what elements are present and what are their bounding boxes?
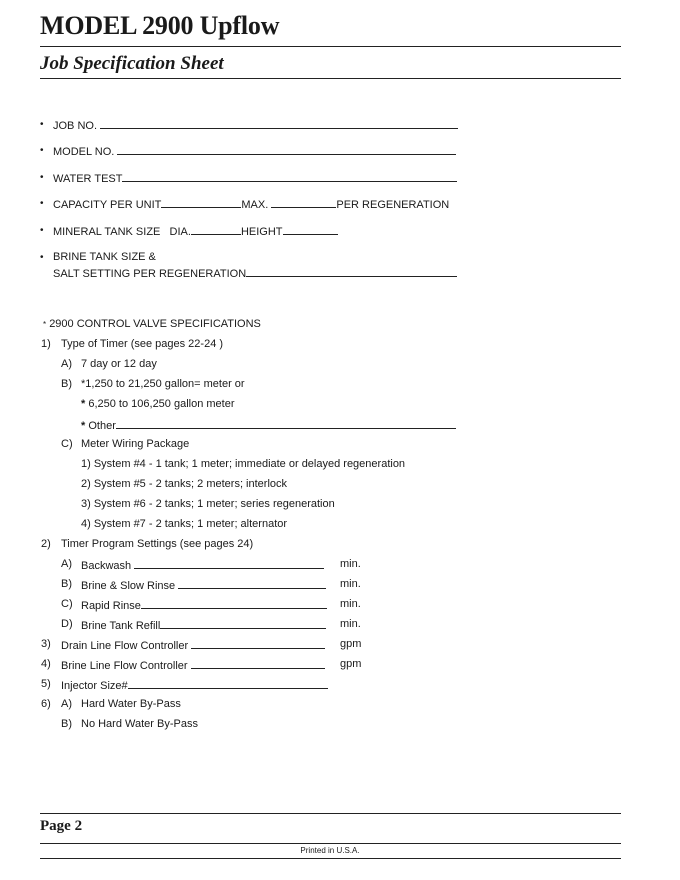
timer-option-b2-text: 6,250 to 106,250 gallon meter [88, 398, 235, 410]
drain-line-field[interactable] [61, 638, 325, 653]
option-letter: A) [61, 558, 72, 570]
job-no-field[interactable] [53, 118, 458, 133]
salt-setting-blank[interactable] [246, 266, 457, 277]
drain-line-label: Drain Line Flow Controller [61, 640, 189, 652]
backwash-field[interactable] [81, 558, 324, 573]
brine-line-field[interactable] [61, 658, 325, 673]
job-no-blank[interactable] [100, 118, 458, 129]
option-letter: C) [61, 438, 73, 450]
max-label: MAX. [241, 199, 269, 211]
salt-setting-field[interactable] [53, 266, 457, 281]
option-letter: A) [61, 358, 72, 370]
page-title: MODEL 2900 Upflow [40, 11, 280, 40]
salt-setting-label: SALT SETTING PER REGENERATION [53, 268, 247, 280]
option-letter: B) [61, 378, 72, 390]
timer-option-other[interactable] [81, 418, 456, 433]
spec-number: 1) [41, 338, 51, 350]
capacity-field[interactable] [53, 197, 449, 212]
brine-rinse-blank[interactable] [178, 578, 326, 589]
unit-min: min. [340, 558, 361, 570]
bullet-icon: • [40, 172, 44, 183]
system-option[interactable]: 3) System #6 - 2 tanks; 1 meter; series regeneration [81, 498, 335, 510]
footer-rule-top [40, 813, 621, 814]
spec-number: 4) [41, 658, 51, 670]
model-no-blank[interactable] [117, 144, 456, 155]
injector-label: Injector Size# [61, 680, 128, 692]
brine-rinse-label: Brine & Slow Rinse [81, 580, 176, 592]
specs-heading-text: 2900 CONTROL VALVE SPECIFICATIONS [49, 318, 261, 330]
unit-min: min. [340, 578, 361, 590]
timer-option-b[interactable]: *1,250 to 21,250 gallon= meter or [81, 378, 245, 390]
timer-option-a[interactable]: 7 day or 12 day [81, 358, 157, 370]
brine-refill-field[interactable] [81, 618, 326, 633]
unit-gpm: gpm [340, 638, 362, 650]
brine-rinse-field[interactable] [81, 578, 326, 593]
unit-min: min. [340, 598, 361, 610]
spec-number: 5) [41, 678, 51, 690]
other-blank[interactable] [116, 418, 456, 429]
per-regen-label: PER REGENERATION [336, 199, 450, 211]
water-test-blank[interactable] [122, 171, 457, 182]
water-test-field[interactable] [53, 171, 457, 186]
option-letter: D) [61, 618, 73, 630]
injector-field[interactable] [61, 678, 328, 693]
height-blank[interactable] [283, 224, 338, 235]
footer-rule-bottom [40, 858, 621, 859]
meter-wiring-label: Meter Wiring Package [81, 438, 190, 450]
rapid-rinse-label: Rapid Rinse [81, 600, 141, 612]
system-option[interactable]: 4) System #7 - 2 tanks; 1 meter; alternator [81, 518, 288, 530]
bullet-icon: • [40, 145, 44, 156]
bullet-icon: • [40, 252, 44, 263]
unit-min: min. [340, 618, 361, 630]
capacity-label: CAPACITY PER UNIT [53, 199, 162, 211]
job-no-label: JOB NO. [53, 120, 98, 132]
max-blank[interactable] [271, 197, 336, 208]
asterisk-icon: * [81, 420, 86, 432]
bullet-icon: • [40, 198, 44, 209]
backwash-label: Backwash [81, 560, 132, 572]
model-no-label: MODEL NO. [53, 146, 115, 158]
model-no-field[interactable] [53, 144, 456, 159]
spec-number: 6) [41, 698, 51, 710]
option-letter: B) [61, 578, 72, 590]
drain-line-blank[interactable] [191, 638, 325, 649]
timer-program-label: Timer Program Settings (see pages 24) [61, 538, 254, 550]
rapid-rinse-field[interactable] [81, 598, 327, 613]
specs-heading [43, 318, 261, 331]
rapid-rinse-blank[interactable] [141, 598, 327, 609]
page-subtitle: Job Specification Sheet [40, 53, 224, 74]
brine-refill-label: Brine Tank Refill [81, 620, 161, 632]
spec-number: 2) [41, 538, 51, 550]
brine-refill-blank[interactable] [160, 618, 326, 629]
timer-type-label: Type of Timer (see pages 22-24 ) [61, 338, 224, 350]
other-label: Other [88, 420, 116, 432]
brine-tank-label: BRINE TANK SIZE & [53, 251, 156, 263]
injector-blank[interactable] [128, 678, 328, 689]
system-option[interactable]: 2) System #5 - 2 tanks; 2 meters; interlock [81, 478, 288, 490]
asterisk-icon: * [81, 398, 86, 410]
height-label: HEIGHT [240, 226, 283, 238]
backwash-blank[interactable] [134, 558, 324, 569]
dia-blank[interactable] [191, 224, 241, 235]
timer-option-b2[interactable] [81, 398, 235, 411]
water-test-label: WATER TEST [53, 173, 123, 185]
subtitle-rule [40, 78, 621, 79]
page-number: Page 2 [40, 818, 83, 834]
mineral-tank-label: MINERAL TANK SIZE DIA. [53, 226, 191, 238]
hard-water-bypass-option[interactable]: Hard Water By-Pass [81, 698, 181, 710]
brine-line-blank[interactable] [191, 658, 325, 669]
bullet-icon: • [40, 225, 44, 236]
option-letter: C) [61, 598, 73, 610]
mineral-tank-field[interactable] [53, 224, 338, 239]
option-letter: A) [61, 698, 72, 710]
bullet-icon: • [40, 119, 44, 130]
spec-number: 3) [41, 638, 51, 650]
footer-rule-middle [40, 843, 621, 844]
brine-line-label: Brine Line Flow Controller [61, 660, 188, 672]
capacity-blank[interactable] [161, 197, 241, 208]
unit-gpm: gpm [340, 658, 362, 670]
asterisk-icon: * [43, 320, 47, 329]
header-rule [40, 46, 621, 47]
printed-note: Printed in U.S.A. [300, 846, 360, 855]
option-letter: B) [61, 718, 72, 730]
no-hard-water-bypass-option[interactable]: No Hard Water By-Pass [81, 718, 198, 730]
system-option[interactable]: 1) System #4 - 1 tank; 1 meter; immediate or delayed regeneration [81, 458, 406, 470]
